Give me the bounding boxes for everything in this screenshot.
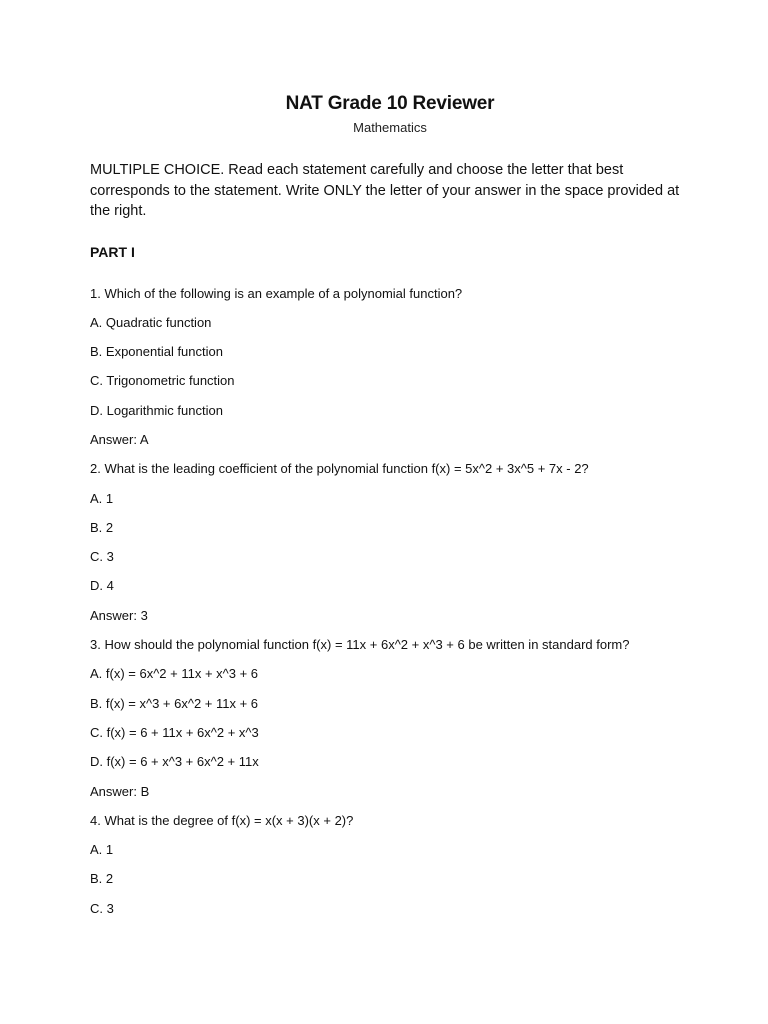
option-c: C. 3 <box>90 900 114 916</box>
part-heading: PART I <box>90 243 135 260</box>
option-a: A. Quadratic function <box>90 314 212 330</box>
document-subtitle: Mathematics <box>353 120 427 135</box>
option-b: B. f(x) = x^3 + 6x^2 + 11x + 6 <box>90 695 259 711</box>
option-c: C. 3 <box>90 549 114 565</box>
question-4 <box>90 813 690 917</box>
option-c: C. f(x) = 6 + 11x + 6x^2 + x^3 <box>90 724 259 740</box>
document-title: NAT Grade 10 Reviewer <box>285 93 495 114</box>
option-d: D. Logarithmic function <box>90 402 223 418</box>
option-d: D. 4 <box>90 578 114 594</box>
option-b: B. 2 <box>90 871 114 887</box>
question-3 <box>90 637 690 799</box>
question-text: 1. Which of the following is an example of a polynomial function? <box>90 285 463 301</box>
option-b: B. 2 <box>90 519 114 535</box>
answer-line: Answer: 3 <box>90 607 148 623</box>
question-1 <box>90 286 690 448</box>
answer-line: Answer: B <box>90 783 150 799</box>
answer-line: Answer: A <box>90 431 149 447</box>
question-text: 4. What is the degree of f(x) = x(x + 3)(x + 2)? <box>90 812 354 828</box>
option-a: A. 1 <box>90 842 114 858</box>
question-2 <box>90 461 690 623</box>
option-c: C. Trigonometric function <box>90 373 235 389</box>
instructions-paragraph: MULTIPLE CHOICE. Read each statement carefully and choose the letter that best corresponds to the statement. Write ONLY the letter of your answer in the space provided at the right. <box>90 162 680 219</box>
question-text: 3. How should the polynomial function f(x) = 11x + 6x^2 + x^3 + 6 be written in standard form? <box>90 637 630 653</box>
option-d: D. f(x) = 6 + x^3 + 6x^2 + 11x <box>90 754 259 770</box>
option-b: B. Exponential function <box>90 344 223 360</box>
document-page <box>90 90 690 930</box>
question-text: 2. What is the leading coefficient of the polynomial function f(x) = 5x^2 + 3x^5 + 7x - 2? <box>90 461 589 477</box>
option-a: A. f(x) = 6x^2 + 11x + x^3 + 6 <box>90 666 259 682</box>
option-a: A. 1 <box>90 490 114 506</box>
